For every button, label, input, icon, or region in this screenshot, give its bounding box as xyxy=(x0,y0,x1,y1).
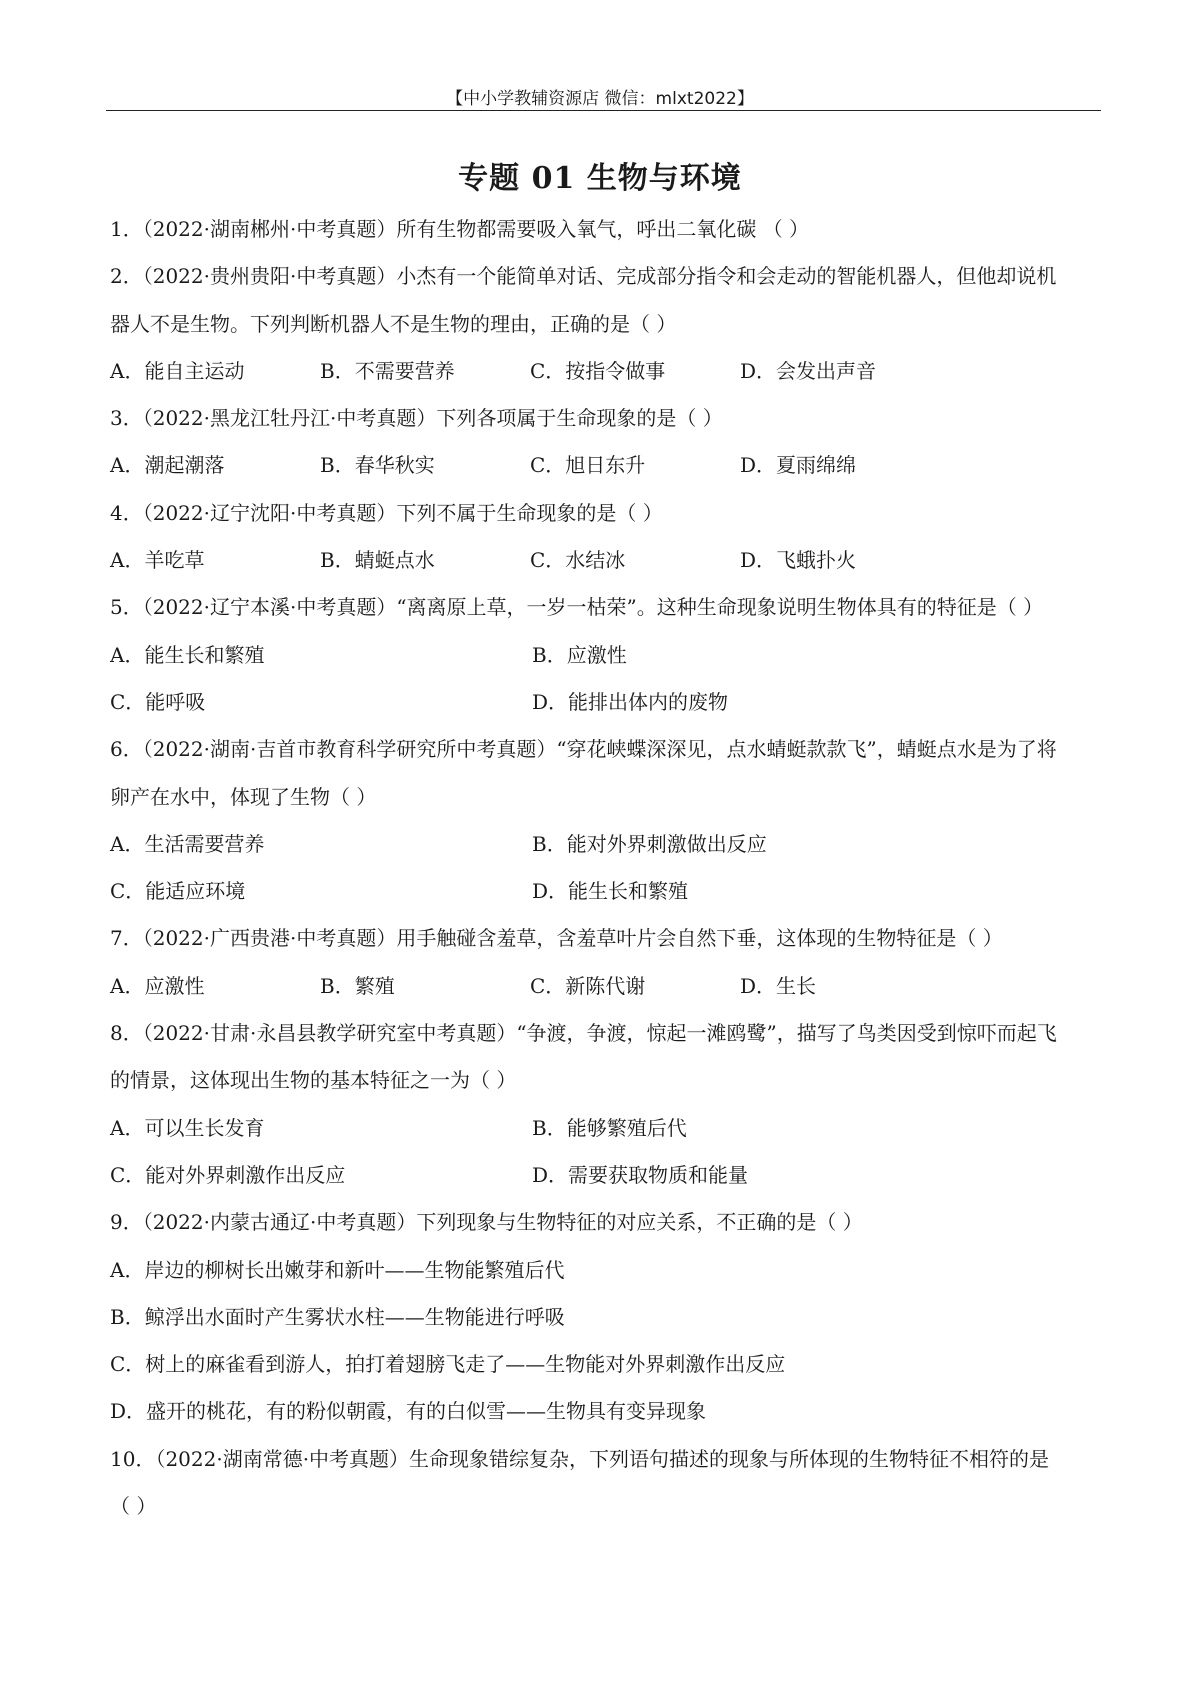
question-8-stem: 8．（2022·甘肃·永昌县教学研究室中考真题）“争渡，争渡，惊起一滩鸥鹭”，描写了鸟类因受到惊吓而起飞 xyxy=(110,1021,1057,1046)
question-6-stem-cont: 卵产在水中，体现了生物（ ） xyxy=(110,784,377,809)
question-7-stem: 7．（2022·广西贵港·中考真题）用手触碰含羞草，含羞草叶片会自然下垂，这体现的生物特征是（ ） xyxy=(110,926,1003,951)
option-a: A．生活需要营养 xyxy=(110,831,265,856)
option-d: D．生长 xyxy=(740,973,817,998)
option-c: C．新陈代谢 xyxy=(530,973,646,998)
option-a: A．潮起潮落 xyxy=(110,453,225,478)
question-10-stem: 10．（2022·湖南常德·中考真题）生命现象错综复杂，下列语句描述的现象与所体现的生物特征不相符的是 xyxy=(110,1446,1050,1471)
question-list xyxy=(110,214,1100,1538)
option-a: A．能自主运动 xyxy=(110,358,245,383)
option-d: D．能生长和繁殖 xyxy=(532,879,689,904)
option-a: A．能生长和繁殖 xyxy=(110,642,265,667)
question-2-options xyxy=(110,356,1100,403)
option-c: C．能对外界刺激作出反应 xyxy=(110,1162,346,1187)
option-a: A．应激性 xyxy=(110,973,205,998)
option-a: A．可以生长发育 xyxy=(110,1115,265,1140)
option-d: D．盛开的桃花，有的粉似朝霞，有的白似雪——生物具有变异现象 xyxy=(110,1399,707,1424)
question-8-options-row2 xyxy=(110,1160,1100,1207)
question-8-options-row1 xyxy=(110,1113,1100,1160)
question-2-stem-cont: 器人不是生物。下列判断机器人不是生物的理由，正确的是（ ） xyxy=(110,311,677,336)
header-divider xyxy=(106,110,1101,111)
question-1: 1．（2022·湖南郴州·中考真题）所有生物都需要吸入氧气，呼出二氧化碳 （ ） xyxy=(110,217,810,241)
question-9-stem: 9．（2022·内蒙古通辽·中考真题）下列现象与生物特征的对应关系，不正确的是（ ） xyxy=(110,1210,863,1235)
option-b: B．能够繁殖后代 xyxy=(532,1115,687,1140)
option-c: C．水结冰 xyxy=(530,548,626,573)
option-b: B．不需要营养 xyxy=(320,358,455,383)
question-3-options xyxy=(110,450,1100,497)
question-2-stem: 2．（2022·贵州贵阳·中考真题）小杰有一个能简单对话、完成部分指令和会走动的智能机器人，但他却说机 xyxy=(110,264,1057,289)
option-b: B．能对外界刺激做出反应 xyxy=(532,831,767,856)
option-c: C．旭日东升 xyxy=(530,453,646,478)
option-c: C．树上的麻雀看到游人，拍打着翅膀飞走了——生物能对外界刺激作出反应 xyxy=(110,1352,786,1377)
question-6-options-row1 xyxy=(110,829,1100,876)
option-c: C．按指令做事 xyxy=(530,358,666,383)
document-title: 专题 01 生物与环境 xyxy=(458,161,742,196)
option-b: B．鲸浮出水面时产生雾状水柱——生物能进行呼吸 xyxy=(110,1304,565,1329)
question-7-options xyxy=(110,971,1100,1018)
question-4-options xyxy=(110,545,1100,592)
option-d: D．飞蛾扑火 xyxy=(740,548,857,573)
option-c: C．能呼吸 xyxy=(110,689,206,714)
question-3-stem: 3．（2022·黑龙江牡丹江·中考真题）下列各项属于生命现象的是（ ） xyxy=(110,406,723,431)
question-6-stem: 6．（2022·湖南·吉首市教育科学研究所中考真题）“穿花峡蝶深深见，点水蜻蜓款款飞”，蜻蜓点水是为了将 xyxy=(110,737,1057,762)
question-8-stem-cont: 的情景，这体现出生物的基本特征之一为（ ） xyxy=(110,1068,517,1093)
option-b: B．繁殖 xyxy=(320,973,395,998)
question-6-options-row2 xyxy=(110,876,1100,923)
option-d: D．会发出声音 xyxy=(740,358,877,383)
question-5-options-row2 xyxy=(110,687,1100,734)
option-a: A．岸边的柳树长出嫩芽和新叶——生物能繁殖后代 xyxy=(110,1257,565,1282)
option-a: A．羊吃草 xyxy=(110,548,205,573)
option-b: B．春华秋实 xyxy=(320,453,435,478)
question-5-options-row1 xyxy=(110,640,1100,687)
option-d: D．夏雨绵绵 xyxy=(740,453,857,478)
question-5-stem: 5．（2022·辽宁本溪·中考真题）“离离原上草，一岁一枯荣”。这种生命现象说明生物体具有的特征是（ ） xyxy=(110,595,1044,620)
question-4-stem: 4．（2022·辽宁沈阳·中考真题）下列不属于生命现象的是（ ） xyxy=(110,500,663,525)
option-b: B．蜻蜓点水 xyxy=(320,548,435,573)
option-b: B．应激性 xyxy=(532,642,627,667)
option-d: D．需要获取物质和能量 xyxy=(532,1162,749,1187)
page-header: 【中小学教辅资源店 微信：mlxt2022】 xyxy=(446,89,754,109)
option-d: D．能排出体内的废物 xyxy=(532,689,729,714)
question-10-stem-cont: （ ） xyxy=(110,1494,157,1519)
option-c: C．能适应环境 xyxy=(110,879,246,904)
